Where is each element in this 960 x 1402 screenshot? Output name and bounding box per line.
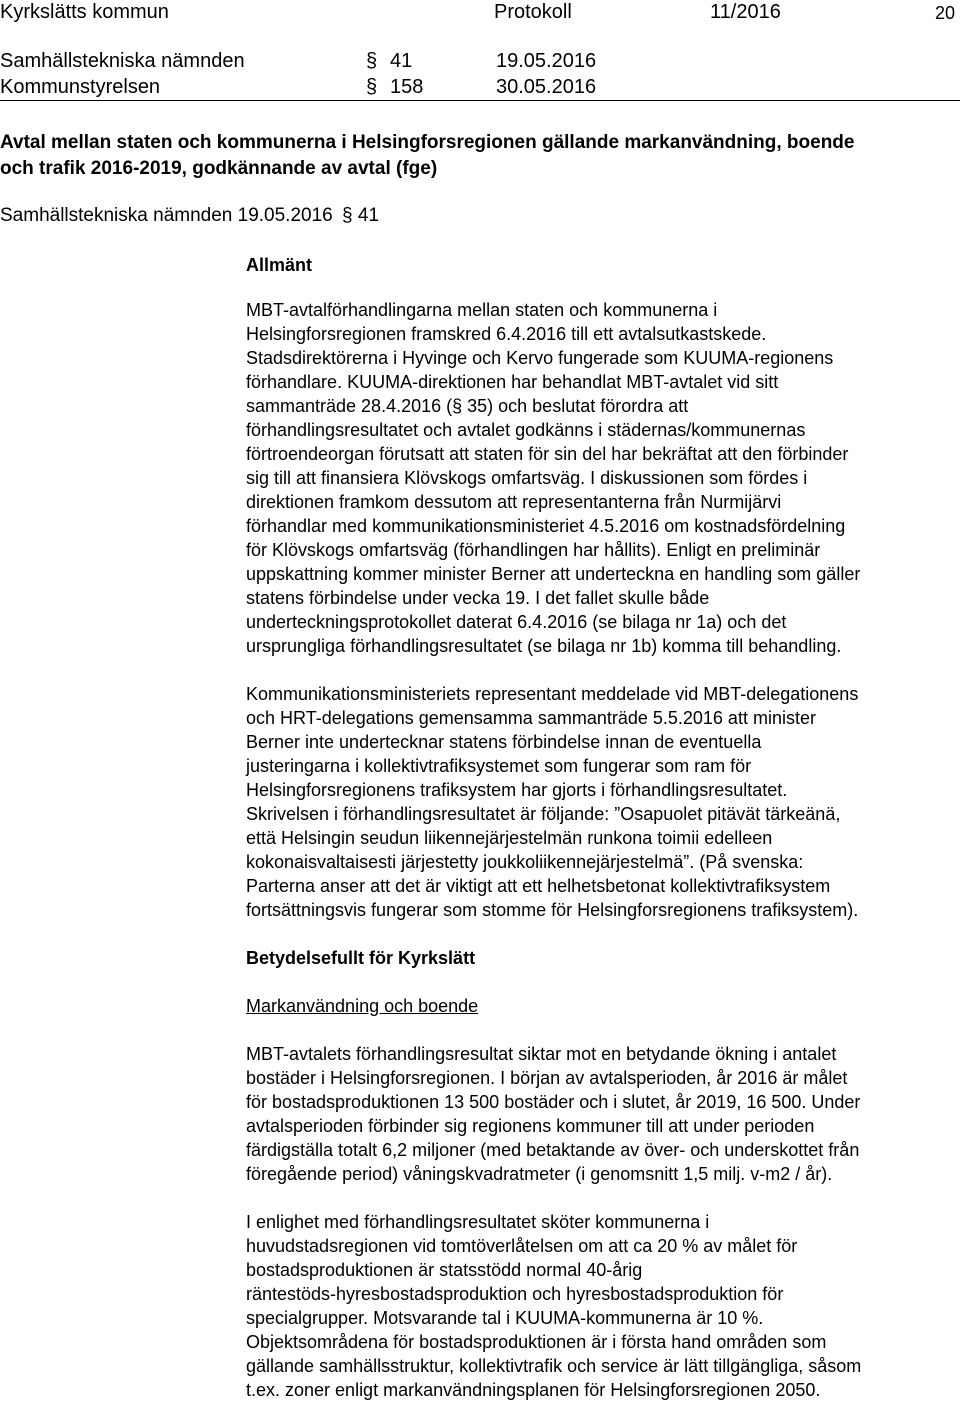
text-line: föregående period) våningskvadratmeter (i genomsnitt 1,5 milj. v-m2 / år). [246,1164,833,1184]
text-line: direktionen framkom dessutom att representanterna från Nurmijärvi [246,492,782,512]
paragraph-2 [246,682,958,922]
document-title-line-2: och trafik 2016-2019, godkännande av avtal (fge) [0,158,438,179]
handling-header-text: Samhällstekniska nämnden 19.05.2016 [0,205,333,226]
text-line: sammanträde 28.4.2016 (§ 35) och beslutat förordra att [246,396,689,416]
header-divider [0,100,960,101]
document-number: 11/2016 [710,1,781,23]
text-line: Stadsdirektörerna i Hyvinge och Kervo fungerade som KUUMA-regionens [246,348,834,368]
text-line: för Klövskogs omfartsväg (förhandlingen har hållits). Enligt en preliminär [246,540,821,560]
text-line: avtalsperioden förbinder sig regionens kommuner till att under perioden [246,1116,815,1136]
municipality-name: Kyrkslätts kommun [0,1,169,23]
text-line: sig till att finansiera Klövskogs omfartsväg. I diskussionen som fördes i [246,468,808,488]
text-line: Helsingforsregionens trafiksystem har gjorts i förhandlingsresultatet. [246,780,788,800]
subsection-heading-markanvandning: Markanvändning och boende [246,996,479,1016]
meeting-body-2: Kommunstyrelsen [0,76,161,98]
text-line: förtroendeorgan förutsatt att staten för sin del har bekräftat att den förbinder [246,444,849,464]
paragraph-1 [246,298,958,658]
text-line: MBT-avtalets förhandlingsresultat siktar mot en betydande ökning i antalet [246,1044,837,1064]
text-line: för bostadsproduktionen 13 500 bostäder och i slutet, år 2019, 16 500. Under [246,1092,861,1112]
paragraph-3 [246,1042,958,1186]
document-type: Protokoll [494,1,572,23]
handling-paragraph-number: 41 [357,205,380,226]
text-line: Objektsområdena för bostadsproduktionen är i första hand områden som [246,1332,827,1352]
text-line: justeringarna i kollektivtrafiksystemet som fungerar som ram för [246,756,752,776]
text-line: että Helsingin seudun liikennejärjestelmän runkona toimii edelleen [246,828,773,848]
text-line: Helsingforsregionen framskred 6.4.2016 till ett avtalsutkastskede. [246,324,767,344]
handling-header [0,204,379,228]
text-line: Skrivelsen i förhandlingsresultatet är följande: ”Osapuolet pitävät tärkeänä, [246,804,841,824]
handling-paragraph-symbol: § [342,205,353,226]
paragraph-4 [246,1210,958,1402]
text-line: t.ex. zoner enligt markanvändningsplanen för Helsingforsregionen 2050. [246,1380,821,1400]
text-line: färdigställa totalt 6,2 miljoner (med betaktande av över- och underskottet från [246,1140,860,1160]
text-line: I enlighet med förhandlingsresultatet sköter kommunerna i [246,1212,710,1232]
section-heading-allmant: Allmänt [246,255,313,275]
paragraph-symbol-1: § [366,50,378,72]
paragraph-symbol-2: § [366,76,378,98]
text-line: förhandlingsresultatet och avtalet godkänns i städernas/kommunernas [246,420,806,440]
text-line: räntestöds-hyresbostadsproduktion och hyresbostadsproduktion för [246,1284,784,1304]
text-line: specialgrupper. Motsvarande tal i KUUMA-kommunerna är 10 %. [246,1308,764,1328]
text-line: MBT-avtalförhandlingarna mellan staten och kommunerna i [246,300,718,320]
text-line: förhandlare. KUUMA-direktionen har behandlat MBT-avtalet vid sitt [246,372,779,392]
text-line: uppskattning kommer minister Berner att underteckna en handling som gäller [246,564,861,584]
meeting-paragraph-1: 41 [390,50,413,72]
text-line: gällande samhällsstruktur, kollektivtrafik och service är lätt tillgängliga, såsom [246,1356,862,1376]
text-line: Parterna anser att det är viktigt att ett helhetsbetonat kollektivtrafiksystem [246,876,831,896]
text-line: bostadsproduktionen är statsstödd normal 40-årig [246,1260,643,1280]
text-line: ursprungliga förhandlingsresultatet (se bilaga nr 1b) komma till behandling. [246,636,842,656]
text-line: huvudstadsregionen vid tomtöverlåtelsen om att ca 20 % av målet för [246,1236,798,1256]
text-line: statens förbindelse under vecka 19. I det fallet skulle både [246,588,710,608]
text-line: förhandlar med kommunikationsministeriet 4.5.2016 om kostnadsfördelning [246,516,846,536]
meeting-paragraph-2: 158 [390,76,424,98]
text-line: kokonaisvaltaisesti järjestetty joukkoliikennejärjestelmä”. (På svenska: [246,852,804,872]
text-line: fortsättningsvis fungerar som stomme för Helsingforsregionens trafiksystem). [246,900,859,920]
text-line: Kommunikationsministeriets representant meddelade vid MBT-delegationens [246,684,859,704]
meeting-date-1: 19.05.2016 [496,50,597,72]
text-line: och HRT-delegations gemensamma sammanträde 5.5.2016 att minister [246,708,816,728]
meeting-date-2: 30.05.2016 [496,76,597,98]
section-heading-betydelse: Betydelsefullt för Kyrkslätt [246,948,476,968]
text-line: Berner inte undertecknar statens förbindelse innan de eventuella [246,732,762,752]
text-line: underteckningsprotokollet daterat 6.4.2016 (se bilaga nr 1a) och det [246,612,787,632]
text-line: bostäder i Helsingforsregionen. I början av avtalsperioden, år 2016 är målet [246,1068,848,1088]
meeting-body-1: Samhällstekniska nämnden [0,50,245,72]
page-number: 20 [935,3,956,23]
document-title-line-1: Avtal mellan staten och kommunerna i Helsingforsregionen gällande markanvändning, boende [0,132,855,153]
